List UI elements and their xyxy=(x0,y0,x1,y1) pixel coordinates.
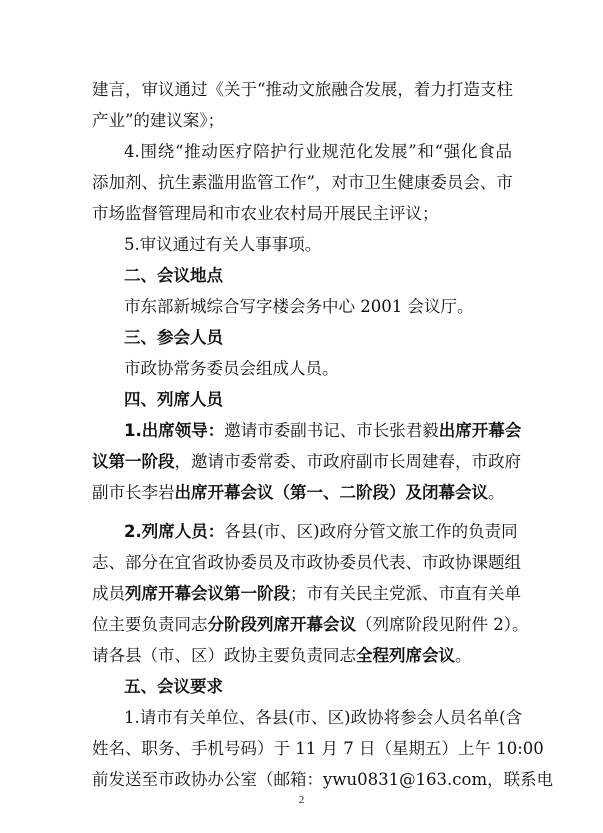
text-line: 添加剂、抗生素滥用监管工作”，对市卫生健康委员会、市 xyxy=(92,173,513,192)
text-line: 5.审议通过有关人事事项。 xyxy=(124,235,322,254)
page-number: 2 xyxy=(298,794,305,806)
text-line: 1.出席领导：邀请市委副书记、市长张君毅出席开幕会 xyxy=(124,421,522,440)
text-line: 建言，审议通过《关于“推动文旅融合发展，着力打造支柱 xyxy=(92,80,513,99)
text-line: 市东部新城综合写字楼会务中心 2001 会议厅。 xyxy=(124,297,474,316)
section-heading: 四、列席人员 xyxy=(124,390,223,409)
text-line: 市政协常务委员会组成人员。 xyxy=(124,359,339,378)
section-heading: 二、会议地点 xyxy=(124,266,223,285)
text-line: 1.请市有关单位、各县(市、区)政协将参会人员名单(含 xyxy=(124,708,523,727)
text-line: 产业”的建议案》； xyxy=(92,111,225,130)
text-line: 成员列席开幕会议第一阶段；市有关民主党派、市直有关单 xyxy=(92,584,521,603)
text-line: 姓名、职务、手机号码）于 11 月 7 日（星期五）上午 10:00 xyxy=(92,739,544,758)
text-line: 2.列席人员：各县(市、区)政府分管文旅工作的负责同 xyxy=(124,522,518,541)
text-line: 志、部分在宜省政协委员及市政协委员代表、市政协课题组 xyxy=(92,553,521,572)
text-line: 市场监督管理局和市农业农村局开展民主评议； xyxy=(92,204,439,223)
text-line: 位主要负责同志分阶段列席开幕会议（列席阶段见附件 2）。 xyxy=(92,615,529,634)
text-line: 4.围绕“推动医疗陪护行业规范化发展”和“强化食品 xyxy=(124,142,512,161)
text-line: 请各县（市、区）政协主要负责同志全程列席会议。 xyxy=(92,646,472,665)
section-heading: 三、参会人员 xyxy=(124,328,223,347)
text-line: 议第一阶段，邀请市委常委、市政府副市长周建春，市政府 xyxy=(92,452,521,471)
section-heading: 五、会议要求 xyxy=(124,677,223,696)
text-line: 前发送至市政协办公室（邮箱：ywu0831@163.com，联系电 xyxy=(92,770,554,789)
text-line: 副市长李岩出席开幕会议（第一、二阶段）及闭幕会议。 xyxy=(92,483,505,502)
